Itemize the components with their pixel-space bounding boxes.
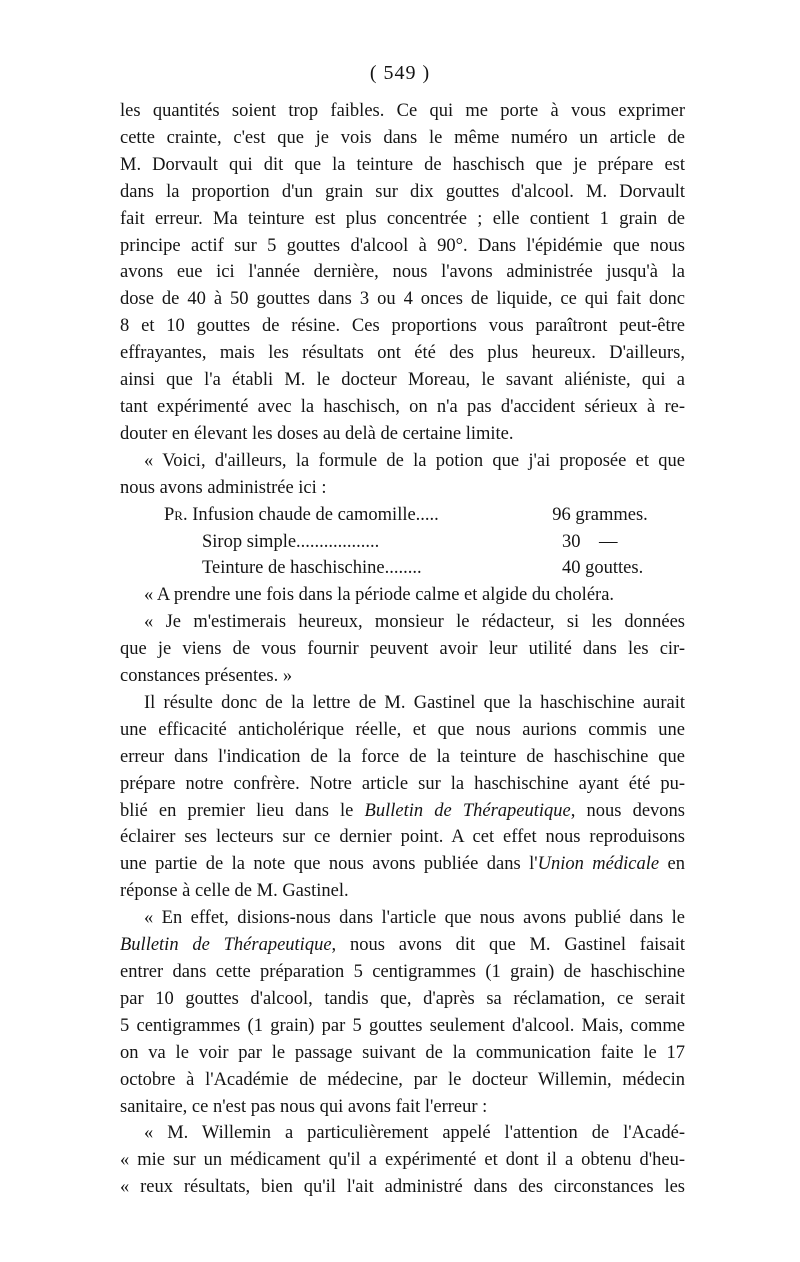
text-line: 5 centigrammes (1 grain) par 5 gouttes seulement d'alcool. Mais, comme [120, 1015, 685, 1036]
text-line: M. Dorvault qui dit que la teinture de haschisch que je prépare est [120, 154, 685, 175]
formula-row [120, 555, 685, 582]
text-line: on va le voir par le passage suivant de la communication faite le 17 [120, 1042, 685, 1063]
text-line: 8 et 10 gouttes de résine. Ces proportions vous paraîtront peut-être [120, 316, 685, 337]
text-line: une efficacité anticholérique réelle, et que nous aurions commis une [120, 719, 685, 740]
formula-ingredient: Teinture de haschischine........ [202, 558, 422, 579]
text-line: tant expérimenté avec la haschisch, on n'a pas d'accident sérieux à re- [120, 396, 685, 417]
text-line: par 10 gouttes d'alcool, tandis que, d'après sa réclamation, ce serait [120, 988, 685, 1009]
journal-title: Bulletin de Thérapeutique [364, 800, 571, 821]
text-line: sanitaire, ce n'est pas nous qui avons fait l'erreur : [120, 1096, 488, 1117]
text-line [120, 798, 685, 825]
text-line: principe actif sur 5 gouttes d'alcool à 90°. Dans l'épidémie que nous [120, 235, 685, 256]
formula-row [120, 529, 685, 556]
text-line: Il résulte donc de la lettre de M. Gastinel que la haschischine aurait [144, 692, 685, 713]
formula-row [120, 502, 685, 529]
formula-ingredient: Sirop simple.................. [202, 531, 380, 552]
text-line [120, 851, 685, 878]
text-line [120, 932, 685, 959]
text-line: ainsi que l'a établi M. le docteur Moreau, le savant aliéniste, qui a [120, 370, 685, 391]
text-line: dans la proportion d'un grain sur dix gouttes d'alcool. M. Dorvault [120, 181, 685, 202]
text-line: les quantités soient trop faibles. Ce qui me porte à vous exprimer [120, 101, 685, 121]
text-line: entrer dans cette préparation 5 centigrammes (1 grain) de haschischine [120, 962, 685, 982]
text-line: effrayantes, mais les résultats ont été des plus heureux. D'ailleurs, [120, 343, 685, 364]
text-line: « A prendre une fois dans la période calme et algide du choléra. [144, 585, 615, 606]
text-line: « mie sur un médicament qu'il a expérimenté et dont il a obtenu d'heu- [120, 1150, 685, 1171]
text-line: que je viens de vous fournir peuvent avoir leur utilité dans les cir- [120, 639, 685, 660]
text-line: éclairer ses lecteurs sur ce dernier point. A cet effet nous reproduisons [120, 827, 685, 848]
text-line: « En effet, disions-nous dans l'article que nous avons publié dans le [144, 908, 685, 929]
text-run: , nous avons dit que M. Gastinel faisait [331, 935, 686, 956]
journal-title: Bulletin de Thérapeutique [120, 935, 332, 956]
journal-title: Union médicale [537, 854, 660, 875]
text-run: une partie de la note que nous avons publiée dans l' [120, 854, 538, 875]
body-text [120, 98, 685, 1201]
formula-quantity: 30 — [562, 531, 618, 552]
text-line: prépare notre confrère. Notre article sur la haschischine ayant été pu- [120, 773, 685, 794]
page-number: ( 549 ) [369, 62, 431, 84]
text-line: « Je m'estimerais heureux, monsieur le rédacteur, si les données [144, 612, 685, 633]
text-line: avons eue ici l'année dernière, nous l'avons administrée jusqu'à la [120, 262, 685, 283]
text-run: blié en premier lieu dans le [120, 800, 365, 821]
text-line: nous avons administrée ici : [120, 477, 327, 498]
formula-ingredient: Infusion chaude de camomille..... [192, 504, 439, 525]
formula-prefix: Pr. [164, 504, 188, 525]
text-line: erreur dans l'indication de la force de la teinture de haschischine que [120, 746, 685, 767]
text-line: cette crainte, c'est que je vois dans le même numéro un article de [120, 127, 685, 148]
text-line: « Voici, d'ailleurs, la formule de la potion que j'ai proposée et que [144, 450, 685, 471]
formula-quantity: 96 grammes. [552, 504, 648, 525]
text-line: fait erreur. Ma teinture est plus concentrée ; elle contient 1 grain de [120, 208, 685, 229]
text-line: douter en élevant les doses au delà de certaine limite. [120, 423, 514, 444]
text-line: réponse à celle de M. Gastinel. [120, 881, 349, 902]
text-line: « M. Willemin a particulièrement appelé l'attention de l'Acadé- [144, 1123, 685, 1144]
text-line: dose de 40 à 50 gouttes dans 3 ou 4 onces de liquide, ce qui fait donc [120, 289, 685, 310]
text-run: , nous devons [570, 800, 685, 821]
text-line: « reux résultats, bien qu'il l'ait administré dans des circonstances les [120, 1177, 685, 1198]
text-line: constances présentes. » [120, 666, 293, 687]
text-line: octobre à l'Académie de médecine, par le docteur Willemin, médecin [120, 1069, 685, 1090]
formula-quantity: 40 gouttes. [562, 558, 644, 579]
text-run: en [659, 854, 685, 875]
